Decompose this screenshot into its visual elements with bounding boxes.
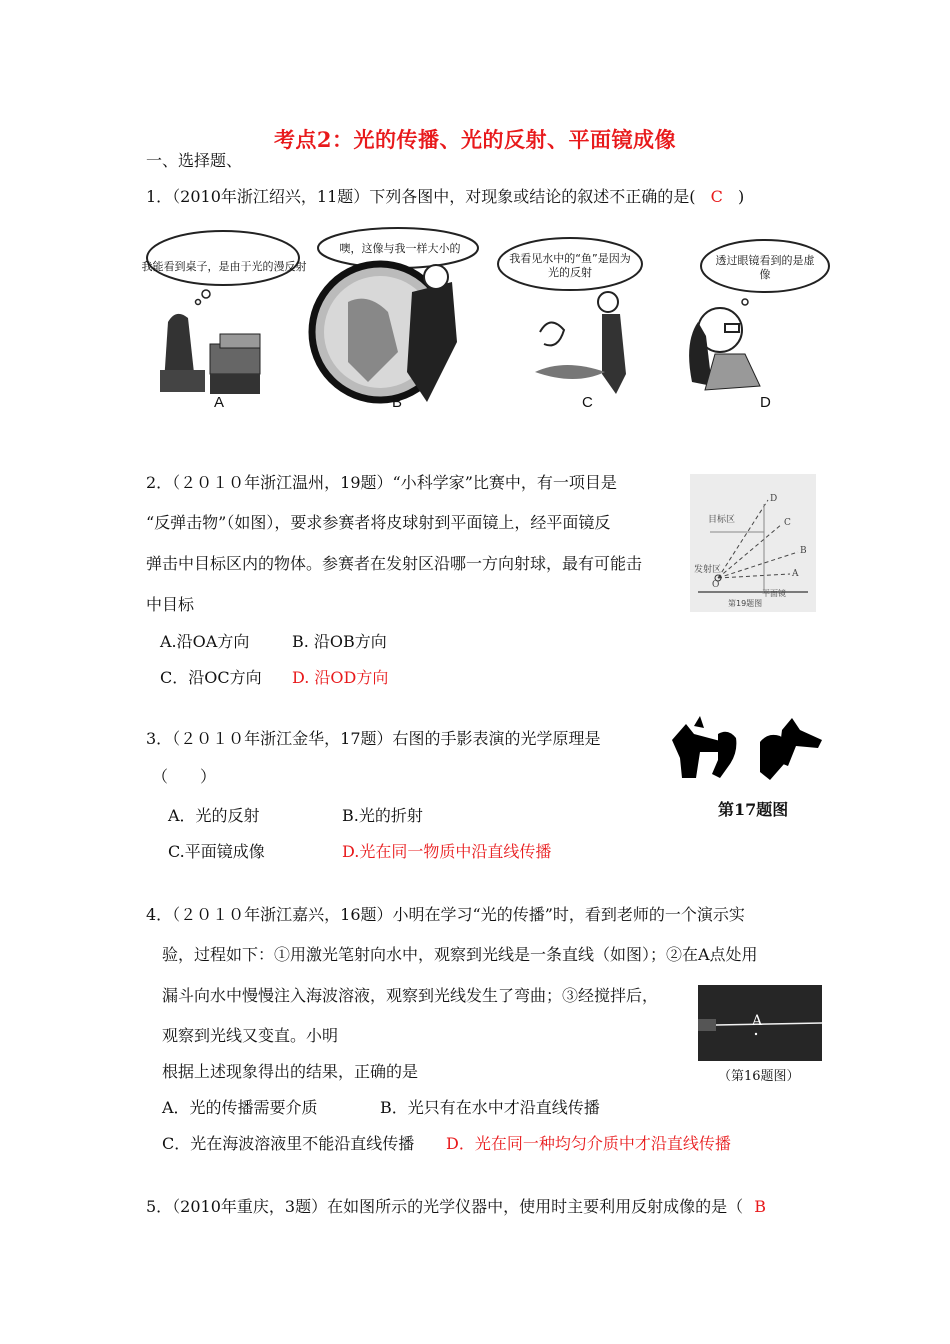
q4-line2: 验，过程如下：①用激光笔射向水中，观察到光线是一条直线（如图）；②在A点处用: [162, 945, 758, 964]
q3-option-b: B.光的折射: [342, 806, 423, 825]
q4-line3: 漏斗向水中慢慢注入海波溶液，观察到光线发生了弯曲；③经搅拌后，: [162, 986, 659, 1005]
panel-c-label: C: [582, 394, 593, 411]
q2-point-o: O: [712, 580, 720, 590]
q2-target-label: 目标区: [708, 515, 736, 525]
q2-option-b: B. 沿OB方向: [292, 632, 387, 651]
panel-b-label: B: [392, 394, 403, 411]
q4-option-a: A．光的传播需要介质: [162, 1098, 318, 1117]
q2-line1: 2．（２０１０年浙江温州，19题）“小科学家”比赛中，有一项目是: [146, 473, 617, 492]
q3-option-d: D.光在同一物质中沿直线传播: [342, 842, 552, 861]
q2-point-a: A: [792, 569, 799, 579]
q4-line5: 根据上述现象得出的结果，正确的是: [162, 1062, 419, 1081]
q2-option-c: C．沿OC方向: [160, 668, 262, 687]
q3-figure-caption: 第17题图: [718, 800, 789, 819]
page-title: 考点2：光的传播、光的反射、平面镜成像: [273, 127, 677, 152]
panel-b-bubble-text: 噢，这像与我一样大小的: [339, 242, 461, 255]
q3-option-c: C.平面镜成像: [168, 842, 265, 861]
q2-figure-caption: 第19题图: [728, 599, 763, 608]
q4-point-a-label: A: [752, 1013, 763, 1029]
q2-point-b: B: [800, 546, 807, 556]
q2-line3: 弹击中目标区内的物体。参赛者在发射区沿哪一方向射球，最有可能击: [146, 554, 643, 573]
q2-point-c: C: [784, 518, 791, 528]
q1-cartoon-figure: [140, 222, 840, 422]
panel-c-bubble-text: 我看见水中的“鱼”是因为光的反射: [509, 252, 631, 279]
q2-mirror-label: 平面镜: [762, 589, 786, 598]
q4-figure-caption: （第16题图）: [718, 1069, 800, 1084]
panel-a-bubble-text: 我能看到桌子，是由于光的漫反射: [141, 260, 307, 273]
panel-d-bubble-text: 透过眼镜看到的是虚像: [715, 254, 815, 281]
q1-answer: C: [710, 187, 723, 206]
q2-point-d: D: [770, 494, 778, 504]
q4-option-b: B．光只有在水中才沿直线传播: [380, 1098, 600, 1117]
q1-stem: 1．（2010年浙江绍兴，11题）下列各图中，对现象或结论的叙述不正确的是( C ): [146, 187, 745, 206]
q2-option-a: A.沿OA方向: [160, 632, 250, 651]
q2-launch-label: 发射区: [694, 565, 722, 575]
q3-line1: 3．（２０１０年浙江金华，17题）右图的手影表演的光学原理是: [146, 729, 601, 748]
q3-option-a: A．光的反射: [168, 806, 260, 825]
q4-laser-photo: [698, 985, 822, 1061]
q4-line4: 观察到光线又变直。小明: [162, 1026, 339, 1045]
panel-d-label: D: [760, 394, 771, 411]
section-heading: 一、选择题、: [146, 151, 243, 170]
q2-option-d: D. 沿OD方向: [292, 668, 389, 687]
q5-answer: B: [754, 1197, 766, 1216]
q2-line4: 中目标: [146, 595, 195, 614]
q2-diagram: [690, 474, 816, 612]
q4-line1: 4．（２０１０年浙江嘉兴，16题）小明在学习“光的传播”时，看到老师的一个演示实: [146, 905, 745, 924]
q4-option-d: D．光在同一种均匀介质中才沿直线传播: [446, 1134, 731, 1153]
q3-hand-shadow-figure: [664, 712, 824, 782]
q3-line2: （ ）: [152, 767, 217, 786]
panel-a-illustration: [147, 231, 299, 394]
q2-line2: “反弹击物”（如图），要求参赛者将皮球射到平面镜上，经平面镜反: [146, 513, 611, 532]
panel-a-label: A: [214, 394, 225, 411]
q5-stem: 5．（2010年重庆，3题）在如图所示的光学仪器中，使用时主要利用反射成像的是（ B: [146, 1197, 766, 1216]
q4-option-c: C．光在海波溶液里不能沿直线传播: [162, 1134, 415, 1153]
